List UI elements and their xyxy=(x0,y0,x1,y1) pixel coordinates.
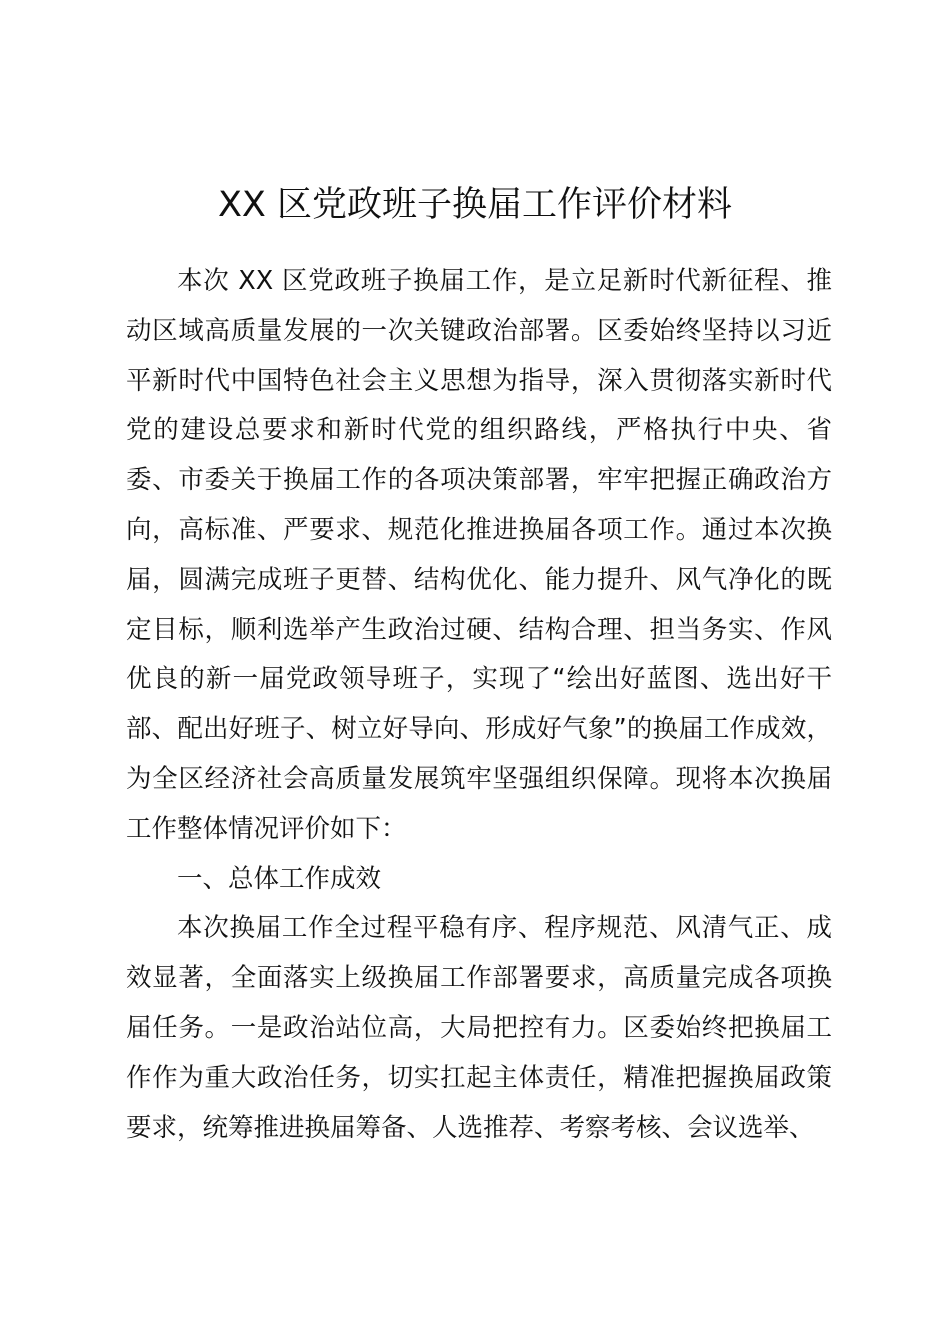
document-title: XX 区党政班子换届工作评价材料 xyxy=(217,185,733,225)
section-paragraph: 本次换届工作全过程平稳有序、程序规范、风清气正、成效显著，全面落实上级换届工作部署要求，高质量完成各项换届任务。一是政治站位高，大局把控有力。区委始终把换届工作作为重大政治任务，切实扛起主体责任，精准把握换届政策要求，统筹推进换届筹备、人选推荐、考察考核、会议选举、 xyxy=(126,913,832,1143)
document-body xyxy=(126,257,832,1153)
intro-paragraph: 本次 XX 区党政班子换届工作，是立足新时代新征程、推动区域高质量发展的一次关键政治部署。区委始终坚持以习近平新时代中国特色社会主义思想为指导，深入贯彻落实新时代党的建设总要求和新时代党的组织路线，严格执行中央、省委、市委关于换届工作的各项决策部署，牢牢把握正确政治方向，高标准、严要求、规范化推进换届各项工作。通过本次换届，圆满完成班子更替、结构优化、能力提升、风气净化的既定目标，顺利选举产生政治过硬、结构合理、担当务实、作风优良的新一届党政领导班子，实现了“绘出好蓝图、选出好干部、配出好班子、树立好导向、形成好气象”的换届工作成效，为全区经济社会高质量发展筑牢坚强组织保障。现将本次换届工作整体情况评价如下： xyxy=(126,266,832,844)
section-heading: 一、总体工作成效 xyxy=(177,863,382,894)
